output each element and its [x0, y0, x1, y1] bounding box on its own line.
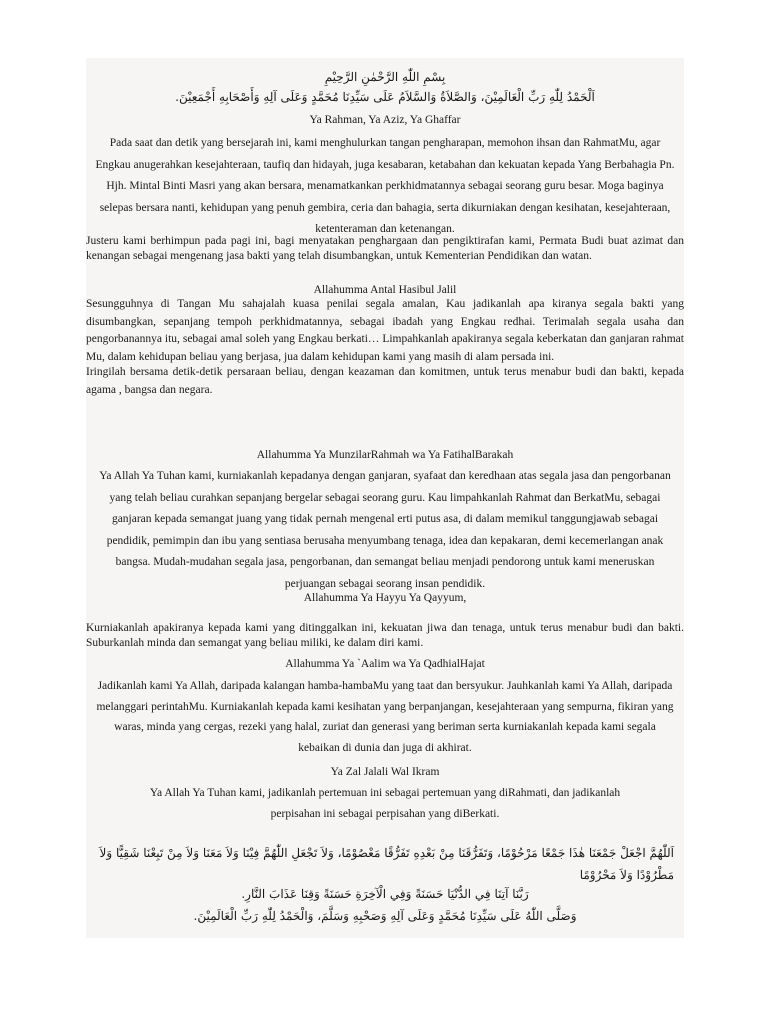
heading-ya-rahman: Ya Rahman, Ya Aziz, Ya Ghaffar	[309, 114, 461, 126]
paragraph-opening: Pada saat dan detik yang bersejarah ini, kami menghulurkan tangan pengharapan, memohon ihsan dan RahmatMu, agar Engkau anugerahkan kesejahteraan, taufiq dan hidayah, juga kesabaran, ketabahan dan kekuatan kepada Yang Berbahagia Pn. Hjh. Mintal Binti Masri yang akan bersara, menamatkankan perkhidmatannya sebagai seorang guru besar. Moga baginya selepas bersara nanti, kehidupan yang penuh gembira, ceria dan bahagia, serta dikurniakan dengan kesihatan, kesejahteraan, ketenteraman dan ketenangan.	[95, 137, 675, 235]
heading-munzilar-rahmah: Allahumma Ya MunzilarRahmah wa Ya FatihalBarakah	[256, 449, 514, 461]
paragraph-ya-allah: Ya Allah Ya Tuhan kami, kurniakanlah kepadanya dengan ganjaran, syafaat dan keredhaan atas segala jasa dan pengorbanan yang telah beliau curahkan sepanjang bergelar sebagai seorang guru. Kau limpahkanlah Rahmat dan BerkatMu, sebagai ganjaran kepada semangat juang yang tidak pernah mengenal erti putus asa, di dalam memikul tanggungjawab sebagai pendidik, pemimpin dan ibu yang sentiasa berusaha menyumbang tenaga, idea dan kepakaran, demi kecemerlangan anak bangsa. Mudah-mudahan segala jasa, pengorbanan, dan semangat beliau menjadi pendorong untuk kami meneruskan perjuangan sebagai seorang insan pendidik.	[99, 470, 671, 590]
paragraph-kurniakanlah: Kurniakanlah apakiranya kepada kami yang ditinggalkan ini, kekuatan jiwa dan tenaga, untuk terus menabur budi dan bakti. Suburkanlah minda dan semangat yang beliau miliki, ke dalam diri kami.	[86, 622, 684, 649]
paragraph-jadikanlah: Jadikanlah kami Ya Allah, daripada kalangan hamba-hambaMu yang taat dan bersyukur. Jauhkanlah kami Ya Allah, daripada melanggari perintahMu. Kurniakanlah kepada kami kesihatan yang berpanjangan, kesejahteraan yang sempurna, fikiran yang waras, minda yang cergas, rezeki yang halal, zuriat dan generasi yang beriman serta kurniakanlah kepada kami segala kebaikan di dunia dan juga di akhirat.	[96, 680, 674, 754]
heading-antal-hasibul: Allahumma Antal Hasibul Jalil	[313, 284, 457, 296]
paragraph-iringilah: Iringilah bersama detik-detik persaraan beliau, dengan keazaman dan komitmen, untuk terus menabur budi dan bakti, kepada agama , bangsa dan negara.	[86, 366, 684, 396]
paragraph-sesungguhnya: Sesungguhnya di Tangan Mu sahajalah kuasa penilai segala amalan, Kau jadikanlah apa kiranya segala bakti yang disumbangkan, sepanjang tempoh perkhidmatannya, sebagai ibadah yang Engkau redhai. Terimalah segala usaha dan pengorbanannya itu, sebagai amal soleh yang Engkau berkati… Limpahkanlah apakiranya segala keberkatan dan ganjaran rahmat Mu, dalam kehidupan beliau yang berjasa, jua dalam kehidupan kami yang masih di alam persada ini.	[86, 298, 684, 363]
heading-zal-jalali: Ya Zal Jalali Wal Ikram	[330, 766, 440, 778]
basmalah: بِسْمِ اللّٰهِ الرَّحْمٰنِ الرَّحِيْمِ	[324, 70, 446, 84]
heading-aalim: Allahumma Ya `Aalim wa Ya QadhialHajat	[285, 658, 485, 670]
paragraph-justeru: Justeru kami berhimpun pada pagi ini, bagi menyatakan penghargaan dan pengiktirafan kami, Permata Budi buat azimat dan kenangan sebagai mengenang jasa bakti yang telah disumbangkan, untuk Kementerian Pendidikan dan watan.	[86, 235, 684, 262]
document-page	[86, 58, 684, 938]
arabic-salawat-line: وَصَلَّى اللّٰهُ عَلَى سَيِّدِنَا مُحَمَّدٍ وَعَلَى آلِهِ وَصَحْبِهِ وَسَلَّمَ، وَالْحَمْدُ لِلّٰهِ رَبِّ الْعَالَمِيْنَ.	[193, 909, 577, 923]
arabic-doa-line: اَللّٰهُمَّ اجْعَلْ جَمْعَنَا هٰذَا جَمْعًا مَرْحُوْمًا، وَتَفَرُّقَنَا مِنْ بَعْدِهِ تَفَرُّقًا مَعْصُوْمًا، وَلاَ تَجْعَلِ اللّٰهُمَّ فِيْنَا وَلاَ مَعَنَا وَلاَ مِنْ تَبِعْنَا شَقِيًّا وَلاَ مَطْرُوْدًا وَلاَ مَحْرُوْمًا	[99, 846, 674, 882]
arabic-praise: اَلْحَمْدُ لِلّٰهِ رَبِّ الْعَالَمِيْنَ، وَالصَّلاَةُ وَالسَّلاَمُ عَلَى سَيِّدِنَا مُحَمَّدٍ وَعَلَى آلِهِ وَأَصْحَابِهِ أَجْمَعِيْنَ.	[175, 90, 595, 104]
paragraph-pertemuan: Ya Allah Ya Tuhan kami, jadikanlah pertemuan ini sebagai pertemuan yang diRahmati, dan jadikanlah perpisahan ini sebagai perpisahan yang diBerkati.	[149, 787, 621, 820]
heading-hayyu-qayyum: Allahumma Ya Hayyu Ya Qayyum,	[303, 592, 467, 604]
arabic-rabbana-line: رَبَّنَا آتِنَا فِي الدُّنْيَا حَسَنَةً وَفِي الْآخِرَةِ حَسَنَةً وَقِنَا عَذَابَ النَّارِ.	[241, 887, 529, 901]
